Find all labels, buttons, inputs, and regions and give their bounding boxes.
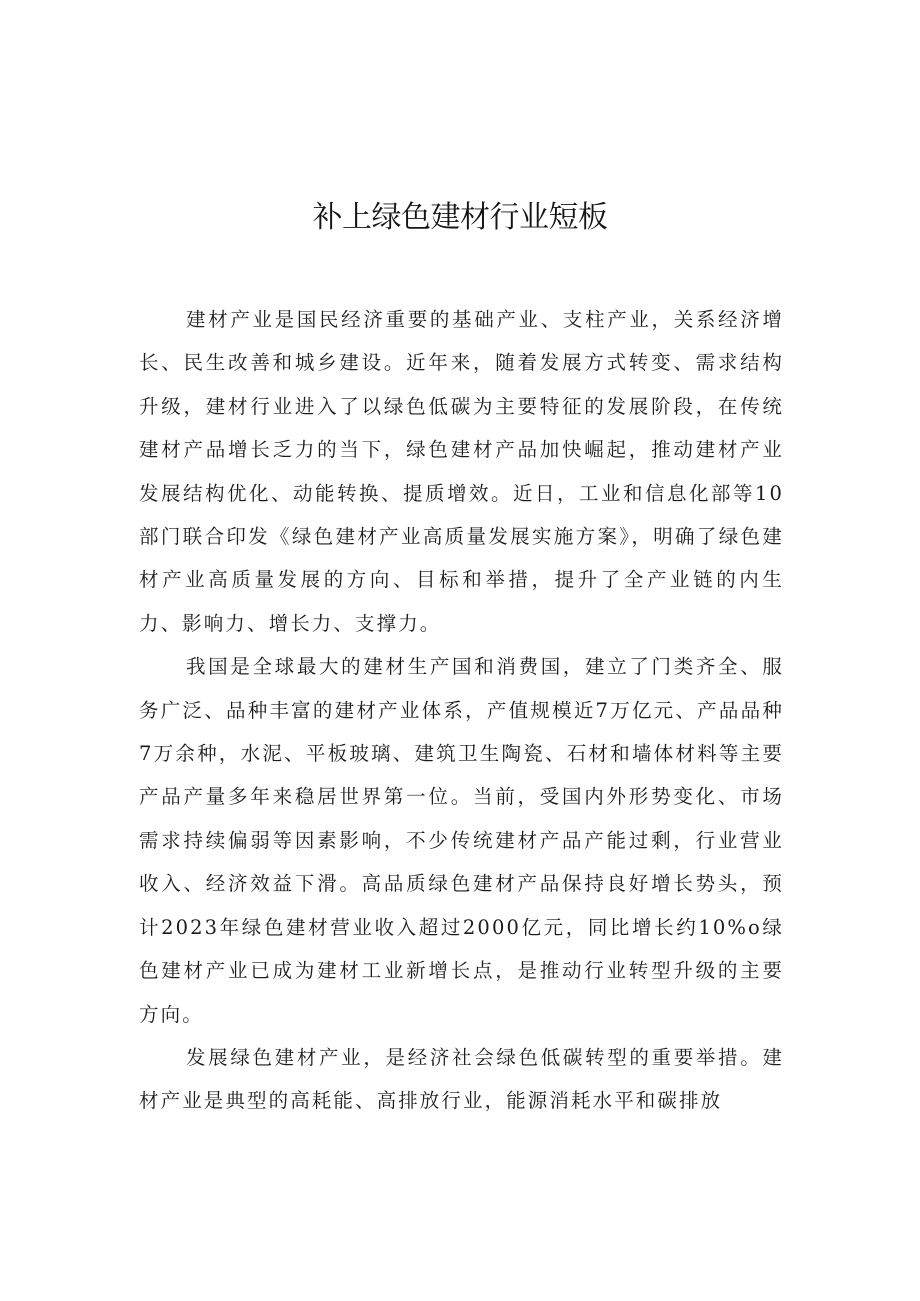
paragraph: 发展绿色建材产业，是经济社会绿色低碳转型的重要举措。建材产业是典型的高耗能、高排放行业，能源消耗水平和碳排放	[139, 1045, 784, 1113]
document-title: 补上绿色建材行业短板	[312, 200, 608, 235]
paragraph: 建材产业是国民经济重要的基础产业、支柱产业，关系经济增长、民生改善和城乡建设。近年来，随着发展方式转变、需求结构升级，建材行业进入了以绿色低碳为主要特征的发展阶段，在传统建材产品增长乏力的当下，绿色建材产品加快崛起，推动建材产业发展结构优化、动能转换、提质增效。近日，工业和信息化部等10部门联合印发《绿色建材产业高质量发展实施方案》，明确了绿色建材产业高质量发展的方向、目标和举措，提升了全产业链的内生力、影响力、增长力、支撑力。	[139, 308, 784, 635]
document-body	[139, 298, 784, 1123]
paragraph: 我国是全球最大的建材生产国和消费国，建立了门类齐全、服务广泛、品种丰富的建材产业体系，产值规模近7万亿元、产品品种7万余种，水泥、平板玻璃、建筑卫生陶瓷、石材和墙体材料等主要产品产量多年来稳居世界第一位。当前，受国内外形势变化、市场需求持续偏弱等因素影响，不少传统建材产品产能过剩，行业营业收入、经济效益下滑。高品质绿色建材产品保持良好增长势头，预计2023年绿色建材营业收入超过2000亿元，同比增长约10%o绿色建材产业已成为建材工业新增长点，是推动行业转型升级的主要方向。	[139, 655, 784, 1026]
